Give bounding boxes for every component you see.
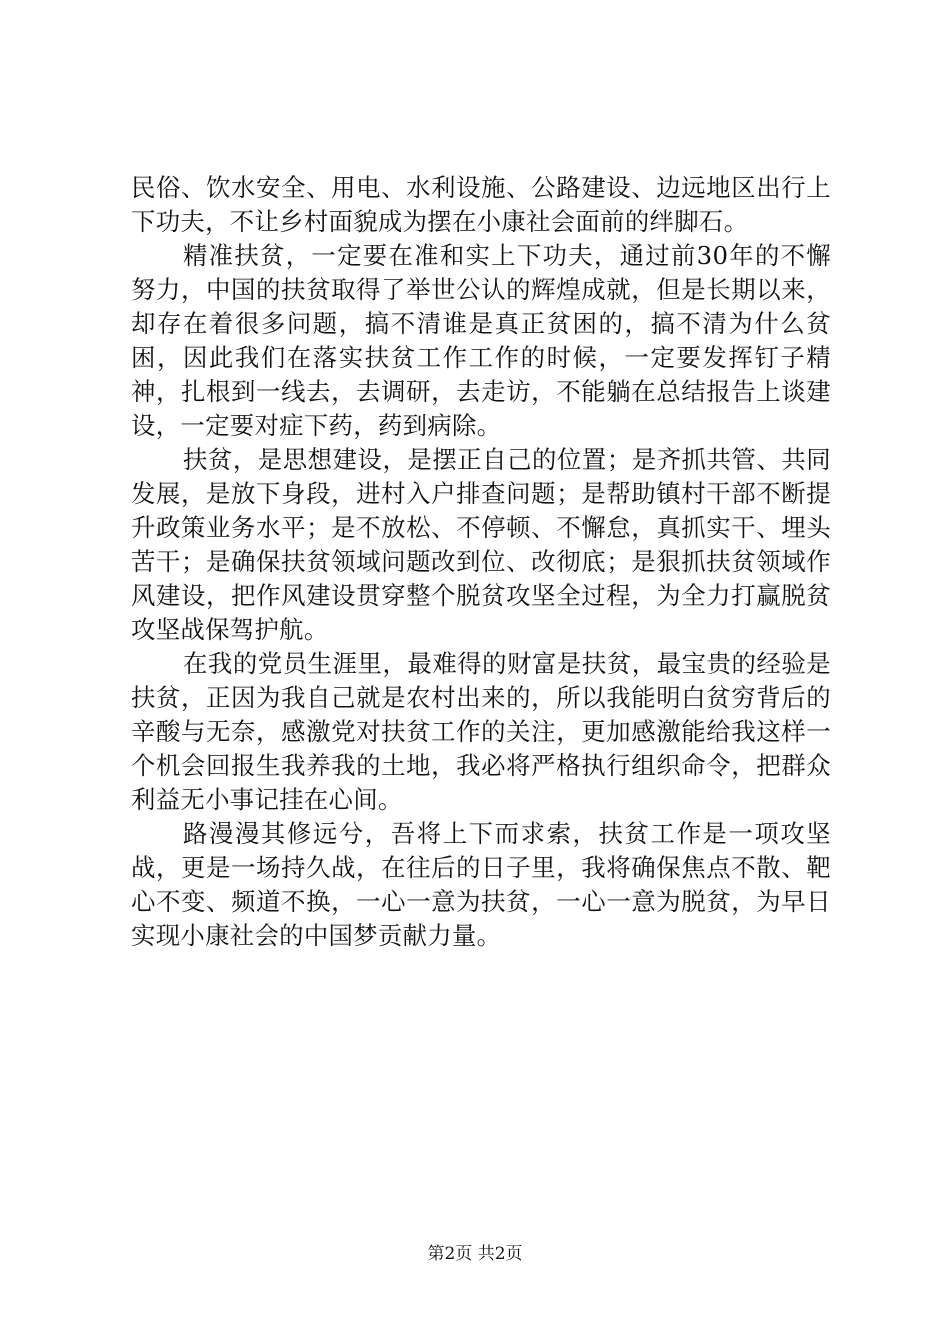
document-body (131, 171, 831, 953)
paragraph-conclusion: 路漫漫其修远兮，吾将上下而求索，扶贫工作是一项攻坚战，更是一场持久战，在往后的日子里，我将确保焦点不散、靶心不变、频道不换，一心一意为扶贫，一心一意为脱贫，为早日实现小康社会的中国梦贡献力量。 (131, 819, 831, 950)
paragraph-precise-poverty-alleviation: 精准扶贫，一定要在准和实上下功夫，通过前30年的不懈努力，中国的扶贫取得了举世公认的辉煌成就，但是长期以来，却存在着很多问题，搞不清谁是真正贫困的，搞不清为什么贫困，因此我们在落实扶贫工作工作的时候，一定要发挥钉子精神，扎根到一线去，去调研，去走访，不能躺在总结报告上谈建设，一定要对症下药，药到病除。 (131, 241, 831, 440)
paragraph-party-career: 在我的党员生涯里，最难得的财富是扶贫，最宝贵的经验是扶贫，正因为我自己就是农村出来的，所以我能明白贫穷背后的辛酸与无奈，感激党对扶贫工作的关注，更加感激能给我这样一个机会回报生我养我的土地，我必将严格执行组织命令，把群众利益无小事记挂在心间。 (131, 649, 831, 814)
paragraph-continuation: 民俗、饮水安全、用电、水利设施、公路建设、边远地区出行上下功夫，不让乡村面貌成为摆在小康社会面前的绊脚石。 (131, 173, 831, 236)
page-footer: 第2页 共2页 (427, 1244, 523, 1264)
paragraph-poverty-alleviation-meaning: 扶贫，是思想建设，是摆正自己的位置；是齐抓共管、共同发展，是放下身段，进村入户排查问题；是帮助镇村干部不断提升政策业务水平；是不放松、不停顿、不懈怠，真抓实干、埋头苦干；是确保扶贫领域问题改到位、改彻底；是狠抓扶贫领域作风建设，把作风建设贯穿整个脱贫攻坚全过程，为全力打赢脱贫攻坚战保驾护航。 (131, 445, 831, 644)
